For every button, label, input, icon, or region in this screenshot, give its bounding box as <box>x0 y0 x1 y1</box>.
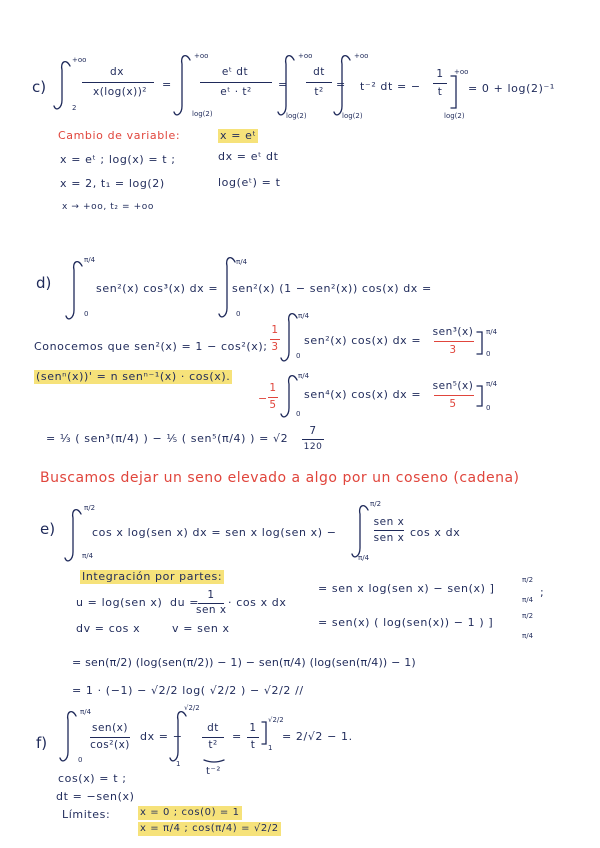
f-frac-num: sen(x) <box>92 722 128 734</box>
d-int3-upper: π/4 <box>298 312 310 320</box>
e-du-den: sen x <box>196 604 227 616</box>
e-frac-den: sen x <box>373 532 405 544</box>
integral-sign <box>60 712 76 761</box>
f-limites-label: Límites: <box>62 808 111 821</box>
f-frac2-den: t² <box>208 739 218 751</box>
fraction-bar <box>200 82 272 83</box>
int4-body: t⁻² dt = − <box>360 80 421 93</box>
int4-lower-limit: log(2) <box>342 112 363 120</box>
d-coef1-num: 1 <box>271 324 279 336</box>
fraction-bar <box>302 439 324 440</box>
e-du-prefix: du = <box>170 596 200 609</box>
eval-lower-limit: log(2) <box>444 112 465 120</box>
e-int1-upper: π/2 <box>84 504 96 512</box>
underbrace <box>204 760 224 762</box>
d-res3-den: 3 <box>449 344 457 356</box>
d-coef2-den: 5 <box>269 399 277 411</box>
c-subst-line-2-right: dx = eᵗ dt <box>218 150 279 163</box>
eval-bracket <box>262 722 266 744</box>
int3-numerator: dt <box>313 66 325 78</box>
eval-bracket <box>477 332 482 354</box>
frac-denominator: t <box>437 86 443 98</box>
eval-upper-limit: +oo <box>454 68 469 76</box>
integral-sign <box>281 314 297 361</box>
fraction-bar <box>374 530 404 531</box>
f-eval-upper: √2/2 <box>268 716 284 724</box>
f-eval-lower: 1 <box>268 744 273 752</box>
section-d-label: d) <box>36 274 52 292</box>
c-subst-line-3-left: x = 2, t₁ = log(2) <box>60 177 165 190</box>
f-eq-2: = <box>232 730 242 743</box>
integral-sign <box>54 62 70 109</box>
fraction-bar <box>82 82 154 83</box>
d-res3-num: sen³(x) <box>432 326 474 338</box>
c-subst-line-4: x → +oo, t₂ = +oo <box>62 202 155 212</box>
f-frac3-den: t <box>250 739 256 751</box>
equals-sign: = <box>278 78 288 91</box>
e-line-b: = 1 · (−1) − √2/2 log( √2/2 ) − √2/2 // <box>72 684 304 697</box>
f-result: = 2/√2 − 1. <box>282 730 353 743</box>
int2-upper-limit: +oo <box>194 52 209 60</box>
d-integrand-2: sen²(x) (1 − sen²(x)) cos(x) dx = <box>232 282 432 295</box>
cambio-label: Cambio de variable: <box>58 129 181 142</box>
integral-sign <box>352 506 368 557</box>
fraction-bar <box>270 339 280 340</box>
e-int2-upper: π/2 <box>370 500 382 508</box>
integral-sign <box>66 262 82 319</box>
int2-numerator: eᵗ dt <box>221 66 249 78</box>
f-sub-2: dt = −sen(x) <box>56 790 135 803</box>
cambio-value: x = eᵗ <box>220 129 257 142</box>
d-res4-upper: π/4 <box>486 380 498 388</box>
d-int2-upper: π/4 <box>236 258 248 266</box>
d-int1-upper: π/4 <box>84 256 96 264</box>
fraction-bar <box>433 83 447 84</box>
f-lim-1: x = 0 ; cos(0) = 1 <box>140 807 240 818</box>
d-integrand-1: sen²(x) cos³(x) dx = <box>96 282 219 295</box>
d-int4-lower: 0 <box>296 410 301 418</box>
int3-lower-limit: log(2) <box>286 112 307 120</box>
d-derivada: (senⁿ(x))' = n senⁿ⁻¹(x) · cos(x). <box>36 370 231 383</box>
f-frac3-num: 1 <box>249 722 257 734</box>
f-int2-lower: 1 <box>176 760 181 768</box>
c-subst-line-2-left: x = eᵗ ; log(x) = t ; <box>60 153 176 166</box>
fraction-bar <box>434 395 474 396</box>
f-eq-1: dx = − <box>140 730 183 743</box>
d-int1-lower: 0 <box>84 310 89 318</box>
int1-denominator: x(log(x))² <box>92 86 148 98</box>
d-res3-upper: π/4 <box>486 328 498 336</box>
f-int2-upper: √2/2 <box>184 704 200 712</box>
e-r2-lower: π/4 <box>522 632 534 640</box>
d-coef2-num: 1 <box>269 382 277 394</box>
integral-sign <box>65 510 81 561</box>
d-res4-lower: 0 <box>486 404 491 412</box>
d-res3-lower: 0 <box>486 350 491 358</box>
d-final-den: 120 <box>303 442 323 452</box>
e-result-2: = sen(x) ( log(sen(x)) − 1 ) ] <box>318 616 494 629</box>
e-integrand: cos x log(sen x) dx = sen x log(sen x) − <box>92 526 337 539</box>
d-conocemos: Conocemos que sen²(x) = 1 − cos²(x); <box>34 340 268 353</box>
d-coef1-den: 3 <box>271 341 279 353</box>
section-f-label: f) <box>36 734 48 752</box>
e-du-tail: · cos x dx <box>228 596 287 609</box>
e-dv-line: dv = cos x <box>76 622 141 635</box>
eval-bracket <box>451 76 456 108</box>
d-int3-lower: 0 <box>296 352 301 360</box>
int1-lower-limit: 2 <box>72 104 77 112</box>
e-int2-lower: π/4 <box>358 554 370 562</box>
int2-denominator: eᵗ · t² <box>220 86 252 98</box>
c-subst-line-3-right: log(eᵗ) = t <box>218 176 281 189</box>
buscamos-note: Buscamos dejar un seno elevado a algo por un coseno (cadena) <box>40 470 520 486</box>
e-du-num: 1 <box>207 589 215 601</box>
d-coef2-prefix: − <box>258 392 268 405</box>
e-frac-tail: cos x dx <box>410 526 461 539</box>
eval-bracket <box>477 386 482 406</box>
fraction-bar <box>306 82 332 83</box>
section-e-label: e) <box>40 520 56 538</box>
e-line-a: = sen(π/2) (log(sen(π/2)) − 1) − sen(π/4) (log(sen(π/4)) − 1) <box>72 656 416 669</box>
e-u-line: u = log(sen x) <box>76 596 163 609</box>
e-r1-lower: π/4 <box>522 596 534 604</box>
e-int1-lower: π/4 <box>82 552 94 560</box>
equals-sign: = <box>336 78 346 91</box>
e-r1-upper: π/2 <box>522 576 534 584</box>
d-final-line: = ⅓ ( sen³(π/4) ) − ⅕ ( sen⁵(π/4) ) = √2 <box>46 432 289 445</box>
f-int1-upper: π/4 <box>80 708 92 716</box>
int2-lower-limit: log(2) <box>192 110 213 118</box>
d-res4-num: sen⁵(x) <box>432 380 474 392</box>
integral-sign <box>174 56 190 115</box>
fraction-bar <box>268 397 278 398</box>
integral-sign <box>281 376 297 417</box>
equals-sign: = <box>162 78 172 91</box>
d-int2-lower: 0 <box>236 310 241 318</box>
section-c-label: c) <box>32 78 47 96</box>
e-frac-num: sen x <box>373 516 405 528</box>
fraction-bar <box>434 341 474 342</box>
d-res4-den: 5 <box>449 398 457 410</box>
e-r1-tail: ; <box>540 586 545 599</box>
f-t-exp: t⁻² <box>206 766 222 777</box>
fraction-bar <box>202 737 224 738</box>
f-frac2-num: dt <box>207 722 219 734</box>
d-integrand-3: sen²(x) cos(x) dx = <box>304 334 422 347</box>
c-result: = 0 + log(2)⁻¹ <box>468 82 555 95</box>
fraction-bar <box>90 737 130 738</box>
f-sub-1: cos(x) = t ; <box>58 772 127 785</box>
int1-numerator: dx <box>110 66 124 78</box>
e-result-1: = sen x log(sen x) − sen(x) ] <box>318 582 495 595</box>
frac-numerator: 1 <box>436 68 444 80</box>
f-int1-lower: 0 <box>78 756 83 764</box>
int3-denominator: t² <box>314 86 324 98</box>
int3-upper-limit: +oo <box>298 52 313 60</box>
int4-upper-limit: +oo <box>354 52 369 60</box>
e-r2-upper: π/2 <box>522 612 534 620</box>
f-lim-2: x = π/4 ; cos(π/4) = √2/2 <box>140 823 279 834</box>
fraction-bar <box>247 737 259 738</box>
int1-upper-limit: +oo <box>72 56 87 64</box>
e-integracion-label: Integración por partes: <box>82 570 223 583</box>
d-integrand-4: sen⁴(x) cos(x) dx = <box>304 388 422 401</box>
d-int4-upper: π/4 <box>298 372 310 380</box>
e-v-line: v = sen x <box>172 622 230 635</box>
f-frac-den: cos²(x) <box>90 739 130 751</box>
d-final-num: 7 <box>309 425 317 437</box>
